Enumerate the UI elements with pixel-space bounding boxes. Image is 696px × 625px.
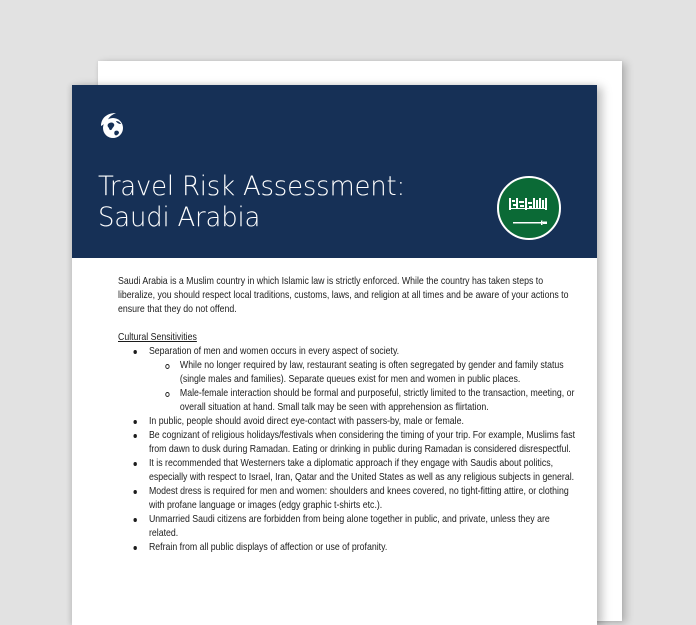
document-header <box>72 85 597 258</box>
list-item: Be cognizant of religious holidays/festivals when considering the timing of your trip. For example, Muslims fast from dawn to dusk during Ramadan. Eating or drinking in public during Ramadan is considered disrespectful. <box>148 430 576 455</box>
section-heading-cultural-sensitivities: Cultural Sensitivities <box>118 332 197 343</box>
sub-list-item: Male-female interaction should be formal and purposeful, strictly limited to the transaction, meeting, or overall situation at hand. Small talk may be seen with apprehension as flirtation. <box>179 388 575 413</box>
globe-helmet-logo-icon <box>97 110 127 140</box>
document-body-content <box>118 275 577 555</box>
list-item: Unmarried Saudi citizens are forbidden from being alone together in public, and private, unless they are related. <box>148 514 550 539</box>
list-item: Separation of men and women occurs in every aspect of society. While no longer required by law, restaurant seating is often segregated by gender and family status (single males and families). Separate queues exist for men and women in public places. Male-female interaction should be formal and purposeful, strictly limited to the transaction, meeting, or overall situation at hand. Small talk may be seen with apprehension as flirtation. <box>118 345 577 415</box>
sub-list <box>149 359 577 415</box>
page-title <box>98 171 405 233</box>
document-body <box>118 275 578 555</box>
title-line-2: Saudi Arabia <box>98 202 261 233</box>
title-line-1: Travel Risk Assessment: <box>98 171 406 202</box>
list-item: Modest dress is required for men and women: shoulders and knees covered, no tight-fitting attire, or clothing with profane language or images (edgy graphic t-shirts etc.). <box>148 486 569 511</box>
cultural-sensitivities-list <box>118 345 577 555</box>
sub-list-item: While no longer required by law, restaurant seating is often segregated by gender and family status (single males and families). Separate queues exist for men and women in public places. <box>179 360 564 385</box>
list-item: It is recommended that Westerners take a diplomatic approach if they engage with Saudis about politics, especially with respect to Israel, Iran, Qatar and the United States as well as any religious subjects in general. <box>148 458 575 483</box>
list-item: In public, people should avoid direct eye-contact with passers-by, male or female. <box>148 416 464 427</box>
intro-paragraph: Saudi Arabia is a Muslim country in which Islamic law is strictly enforced. While the country has taken steps to liberalize, you should respect local traditions, customs, laws, and religion at all times and be aware of your actions to ensure that they do not offend. <box>118 276 569 315</box>
list-item: Refrain from all public displays of affection or use of profanity. <box>148 542 388 553</box>
document-page <box>72 85 597 625</box>
saudi-arabia-flag-icon <box>497 176 561 240</box>
